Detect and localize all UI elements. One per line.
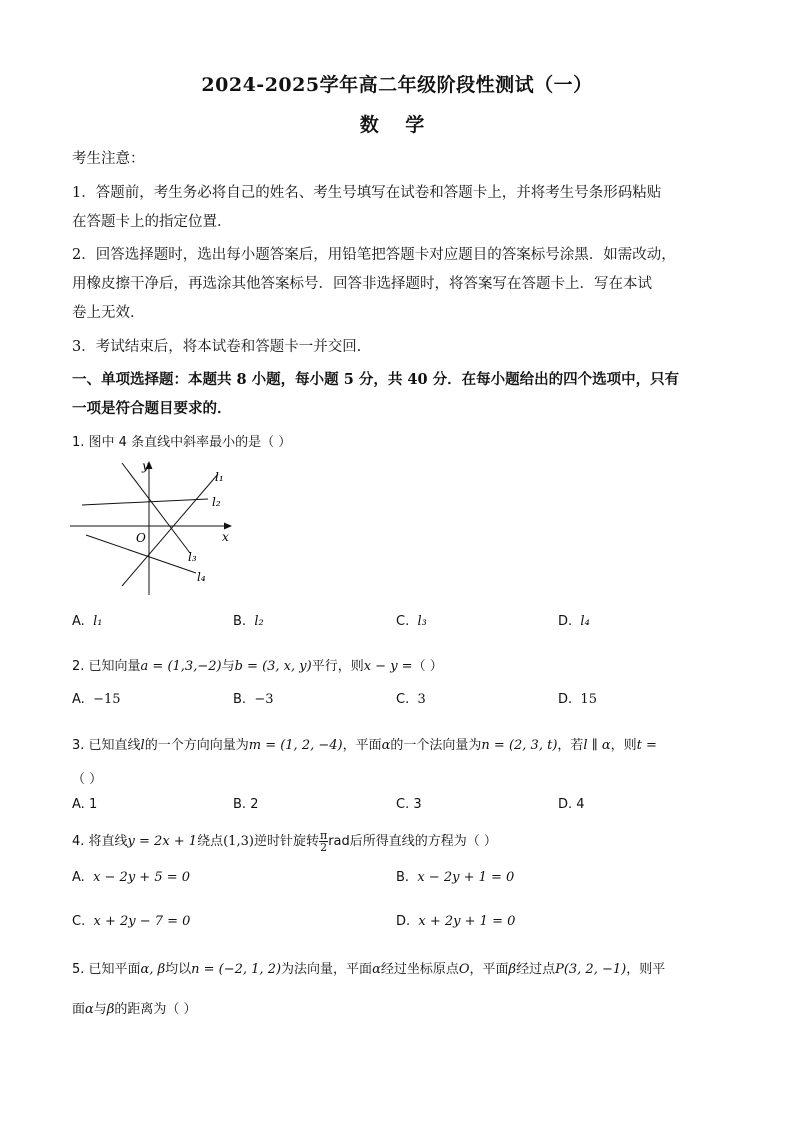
section-heading-cont: 一项是符合题目要求的．: [72, 400, 232, 417]
q1-option-d: D. l₄: [558, 614, 590, 629]
subject-title: 数 学: [359, 114, 435, 136]
notice-item-2-cont: 用橡皮擦干净后，再选涂其他答案标号．回答非选择题时，将答案写在答题卡上．写在本试: [72, 276, 652, 292]
pi-over-2-fraction: $\frac{\pi}{2}$: [319, 829, 328, 854]
notice-item-1-cont: 在答题卡上的指定位置．: [72, 214, 232, 230]
q4-option-c: C. x + 2y − 7 = 0: [72, 914, 191, 929]
l1-label: l₁: [215, 470, 224, 484]
y-axis-label: y: [142, 459, 149, 473]
q2-option-b: B. −3: [233, 692, 274, 707]
origin-label: O: [136, 531, 146, 545]
notice-item-1: 1．答题前，考生务必将自己的姓名、考生号填写在试卷和答题卡上，并将考生号条形码粘贴: [72, 185, 662, 201]
q2-option-c: C. 3: [396, 692, 426, 707]
q3-option-b: B. 2: [233, 797, 259, 812]
q1-stem: 1. 图中 4 条直线中斜率最小的是（ ）: [72, 435, 292, 450]
l4-label: l₄: [197, 570, 206, 584]
exam-title: 2024-2025学年高二年级阶段性测试（一）: [201, 74, 593, 96]
q2-option-a: A. −15: [72, 692, 121, 707]
q3-option-a: A. 1: [72, 797, 98, 812]
q4-option-d: D. x + 2y + 1 = 0: [396, 914, 516, 929]
q4-stem: 4. 将直线y = 2x + 1绕点(1,3)逆时针旋转 $\frac{\pi}{2}$ rad后所得直线的方程为（ ）: [72, 829, 497, 854]
notice-item-2: 2．回答选择题时，选出每小题答案后，用铅笔把答题卡对应题目的答案标号涂黑．如需改动，: [72, 247, 676, 263]
notice-heading: 考生注意：: [72, 151, 145, 167]
notice-item-3: 3．考试结束后，将本试卷和答题卡一并交回．: [72, 339, 372, 355]
q4-option-b: B. x − 2y + 1 = 0: [396, 870, 515, 885]
notice-item-2-cont2: 卷上无效．: [72, 305, 145, 321]
l2-label: l₂: [212, 495, 221, 509]
q3-option-c: C. 3: [396, 797, 422, 812]
q2-stem: 2. 已知向量a = (1,3,−2)与b = (3, x, y)平行，则x − y =（ ）: [72, 659, 443, 674]
q4-option-a: A. x − 2y + 5 = 0: [72, 870, 191, 885]
x-axis-label: x: [222, 530, 229, 544]
q5-stem: 5. 已知平面α, β均以n = (−2, 1, 2)为法向量，平面α经过坐标原点O，平面β经过点P(3, 2, −1)，则平: [72, 962, 666, 977]
q1-option-c: C. l₃: [396, 614, 427, 629]
q3-stem: 3. 已知直线l的一个方向向量为m = (1, 2, −4)，平面α的一个法向量为n = (2, 3, t)，若l ∥ α，则t = （ ）: [72, 738, 657, 787]
section-heading: 一、单项选择题：本题共 8 小题，每小题 5 分，共 40 分．在每小题给出的四个选项中，只有: [72, 371, 680, 388]
q5-stem-cont: 面α与β的距离为（ ）: [72, 1002, 197, 1017]
q1-option-b: B. l₂: [233, 614, 264, 629]
q3-option-d: D. 4: [558, 797, 585, 812]
l3-label: l₃: [188, 550, 197, 564]
q2-option-d: D. 15: [558, 692, 597, 707]
q1-option-a: A. l₁: [72, 614, 103, 629]
q1-line-graph: [70, 455, 240, 600]
